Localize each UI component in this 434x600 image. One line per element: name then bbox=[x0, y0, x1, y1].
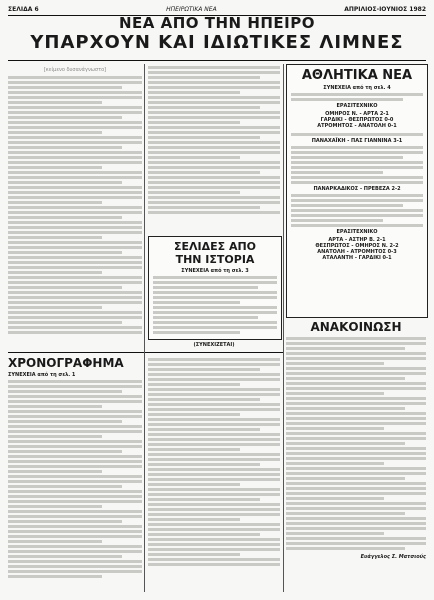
history-title-1: ΣΕΛΙΔΕΣ ΑΠΟ bbox=[173, 240, 257, 253]
history-title-2: ΤΗΝ ΙΣΤΟΡΙΑ bbox=[175, 253, 255, 266]
page-banner bbox=[8, 16, 426, 58]
lakes-cont-body bbox=[148, 66, 280, 214]
announcement-signature: Ευάγγελος Σ. Ματσιούς bbox=[360, 554, 426, 560]
chronicle-cont: ΣΥΝΕΧΕΙΑ από τη σελ. 1 bbox=[8, 372, 76, 378]
chronicle-title: ΧΡΟΝΟΓΡΑΦΗΜΑ bbox=[8, 356, 124, 370]
athletics-sub-3: ΠΑΝΑΡΚΑΔΙΚΟΣ - ΠΡΕΒΕΖΑ 2-2 bbox=[313, 186, 401, 192]
athletics-result-0: ΑΡΤΑ - ΑΣΤΗΡ Β. 2-1 bbox=[328, 237, 386, 243]
lakes-article-cont bbox=[148, 64, 280, 234]
announcement bbox=[286, 320, 426, 592]
banner-rule bbox=[8, 60, 426, 61]
paper-name: ΗΠΕΙΡΩΤΙΚΑ ΝΕΑ bbox=[166, 5, 217, 13]
chronicle-article bbox=[8, 356, 142, 592]
athletics-match-3: ΑΤΡΟΜΗΤΟΣ - ΑΝΑΤΟΛΗ 0-1 bbox=[317, 123, 397, 129]
chronicle-body bbox=[8, 380, 142, 578]
athletics-result-2: ΑΝΑΤΟΛΗ - ΑΤΡΟΜΗΤΟΣ 0-3 bbox=[317, 249, 397, 255]
banner-line-2: ΥΠΑΡΧΟΥΝ ΚΑΙ ΙΔΙΩΤΙΚΕΣ ΛΙΜΝΕΣ bbox=[30, 32, 404, 53]
athletics-match-1: ΟΜΗΡΟΣ Ν. - ΑΡΤΑ 2-1 bbox=[325, 111, 389, 117]
athletics-sub-1: ΕΡΑΣΙΤΕΧΝΙΚΟ bbox=[336, 103, 378, 109]
athletics-body bbox=[287, 93, 427, 261]
announcement-title: ΑΝΑΚΟΙΝΩΣΗ bbox=[310, 320, 402, 334]
athletics-sub-4: ΕΡΑΣΙΤΕΧΝΙΚΟ bbox=[336, 229, 378, 235]
col-divider-1 bbox=[144, 64, 145, 592]
chronicle-cont-body bbox=[148, 358, 280, 566]
athletics-result-3: ΑΤΑΛΑΝΤΗ - ΓΑΡΔΙΚΙ 0-1 bbox=[322, 255, 392, 261]
athletics-cont: ΣΥΝΕΧΕΙΑ από τη σελ. 4 bbox=[323, 85, 391, 91]
issue-date: ΑΠΡΙΛΙΟΣ-ΙΟΥΝΙΟΣ 1982 bbox=[344, 5, 426, 13]
lakes-unreadable-note: [κείμενο δυσανάγνωστο] bbox=[43, 67, 107, 73]
athletics-title: ΑΘΛΗΤΙΚΑ ΝΕΑ bbox=[301, 68, 413, 83]
athletics-result-1: ΘΕΣΠΡΩΤΟΣ - ΟΜΗΡΟΣ Ν. 2-2 bbox=[315, 243, 399, 249]
lakes-article bbox=[8, 64, 142, 344]
page-label: ΣΕΛΙΔΑ 6 bbox=[8, 5, 39, 13]
history-to-be-continued: (ΣΥΝΕΧΙΖΕΤΑΙ) bbox=[193, 342, 235, 348]
col-divider-2 bbox=[283, 64, 284, 592]
chronicle-article-cont bbox=[148, 356, 280, 592]
athletics-match-2: ΓΑΡΔΙΚΙ - ΘΕΣΠΡΩΤΟΣ 0-0 bbox=[320, 117, 394, 123]
lakes-body bbox=[8, 76, 142, 334]
announcement-body bbox=[286, 337, 426, 550]
history-cont: ΣΥΝΕΧΕΙΑ από τη σελ. 3 bbox=[181, 268, 249, 274]
athletics-box bbox=[286, 64, 428, 318]
history-box bbox=[148, 236, 282, 340]
chronicle-rule bbox=[8, 352, 284, 353]
running-head bbox=[8, 4, 426, 14]
banner-line-1: ΝΕΑ ΑΠΟ ΤΗΝ ΗΠΕΙΡΟ bbox=[118, 14, 315, 32]
athletics-sub-2: ΠΑΝΑΧΑΪΚΗ - ΠΑΣ ΓΙΑΝΝΙΝΑ 3-1 bbox=[311, 138, 403, 144]
history-body bbox=[149, 276, 281, 334]
